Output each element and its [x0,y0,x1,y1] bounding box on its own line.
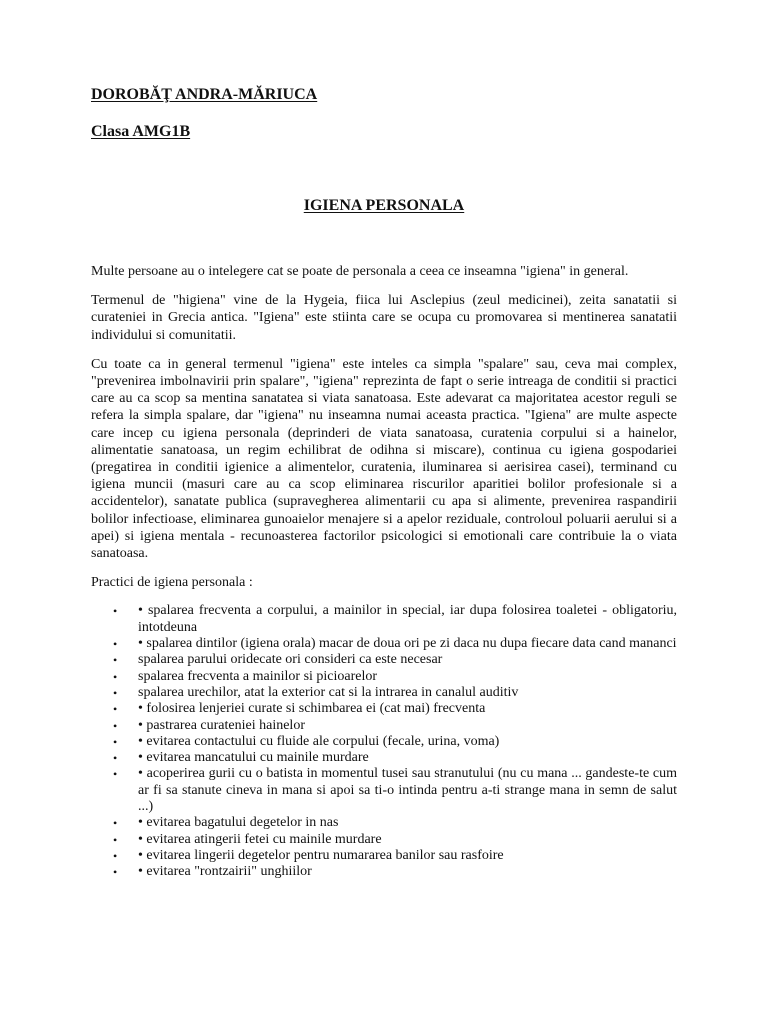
list-item [91,848,677,864]
list-item-text: • spalarea frecventa a corpului, a mainilor in special, iar dupa folosirea toaletei - obligatoriu, intotdeuna [138,603,677,635]
author-name: DOROBĂŢ ANDRA-MĂRIUCA [91,86,318,103]
list-item [91,718,677,734]
bullet-icon: • [113,751,118,766]
list-item [91,685,677,701]
bullet-icon: • [113,653,118,668]
bullet-icon: • [113,604,118,619]
list-item [91,701,677,717]
bullet-icon: • [113,685,118,700]
list-item-text: • pastrarea curateniei hainelor [138,717,305,733]
list-item-text: • evitarea lingerii degetelor pentru numararea banilor sau rasfoire [138,847,504,863]
list-item [91,864,677,880]
bullet-icon: • [113,816,118,831]
bullet-icon: • [113,702,118,717]
practices-list [91,603,677,880]
practices-heading: Practici de igiena personala : [91,575,253,591]
list-item-text: • evitarea bagatului degetelor in nas [138,815,339,831]
list-item-text: • spalarea dintilor (igiena orala) macar de doua ori pe zi daca nu dupa fiecare data cand mananci [138,636,677,652]
bullet-icon: • [113,767,118,782]
etymology-paragraph: Termenul de "higiena" vine de la Hygeia, fiica lui Asclepius (zeul medicinei), zeita sanatatii si curateniei in Grecia antica. "Igiena" este stiinta care se ocupa cu promovarea si mentinerea sanatatii individului si comunitatii. [91,293,677,343]
list-item-text: • folosirea lenjeriei curate si schimbarea ei (cat mai) frecventa [138,701,486,717]
document-body [91,263,677,881]
list-item [91,734,677,750]
list-item [91,750,677,766]
bullet-icon: • [113,637,118,652]
list-item-text: • evitarea contactului cu fluide ale corpului (fecale, urina, voma) [138,733,500,749]
list-item [91,815,677,831]
aspects-paragraph: Cu toate ca in general termenul "igiena" este inteles ca simpla "spalare" sau, ceva mai complex, "prevenirea imbolnavirii prin spalare", "igiena" reprezinta de fapt o serie intreaga de conditii si practici care au ca scop sa mentina sanatatea si viata sanatoasa. Este adevarat ca majoritatea acestor reguli se refera la simpla spalare, dar "igiena" nu inseamna numai aceasta practica. "Igiena" are multe aspecte care incep cu igiena personala (deprinderi de viata sanatoasa, curatenia corpului si a hainelor, alimentatie sanatoasa, un regim echilibrat de odihna si miscare), continua cu igiena gospodariei (pregatirea in conditii igienice a alimentelor, curatenia, iluminarea si aerisirea casei), terminand cu igiena muncii (masuri care au ca scop eliminarea riscurilor aparitiei bolilor profesionale si a accidentelor), sanatate publica (supravegherea alimentarii cu apa si alimente, prevenirea raspandirii bolilor infectioase, eliminarea gunoaielor menajere si a apelor reziduale, controloul poluarii aerului si a apei) si igiena mentala - recunoasterea factorilor psicologici si emotionali care contribuie la o viata sanatoasa. [91,356,677,562]
bullet-icon: • [113,718,118,733]
bullet-icon: • [113,848,118,863]
list-item-text: • evitarea atingerii fetei cu mainile murdare [138,831,382,847]
list-item [91,766,677,815]
bullet-icon: • [113,669,118,684]
list-item-text: • acoperirea gurii cu o batista in momentul tusei sau stranutului (nu cu mana ... gandeste-te cum ar fi sa stanute cineva in mana si apoi sa ti-o intinda pentru a-ti strange mana in semn de salut ...) [138,766,677,815]
list-item [91,636,677,652]
bullet-icon: • [113,832,118,847]
bullet-icon: • [113,865,118,880]
list-item [91,669,677,685]
list-item-text: spalarea parului oridecate ori consideri ca este necesar [138,652,443,668]
list-item-text: spalarea urechilor, atat la exterior cat si la intrarea in canalul auditiv [138,684,519,700]
bullet-icon: • [113,734,118,749]
class-label: Clasa AMG1B [91,123,191,140]
list-item-text: spalarea frecventa a mainilor si picioarelor [138,668,378,684]
list-item [91,652,677,668]
list-item [91,603,677,636]
list-item-text: • evitarea "rontzairii" unghiilor [138,864,312,880]
list-item-text: • evitarea mancatului cu mainile murdare [138,750,369,766]
intro-paragraph: Multe persoane au o intelegere cat se poate de personala a ceea ce inseamna "igiena" in general. [91,264,629,279]
list-item [91,832,677,848]
document-title: IGIENA PERSONALA [303,197,465,214]
